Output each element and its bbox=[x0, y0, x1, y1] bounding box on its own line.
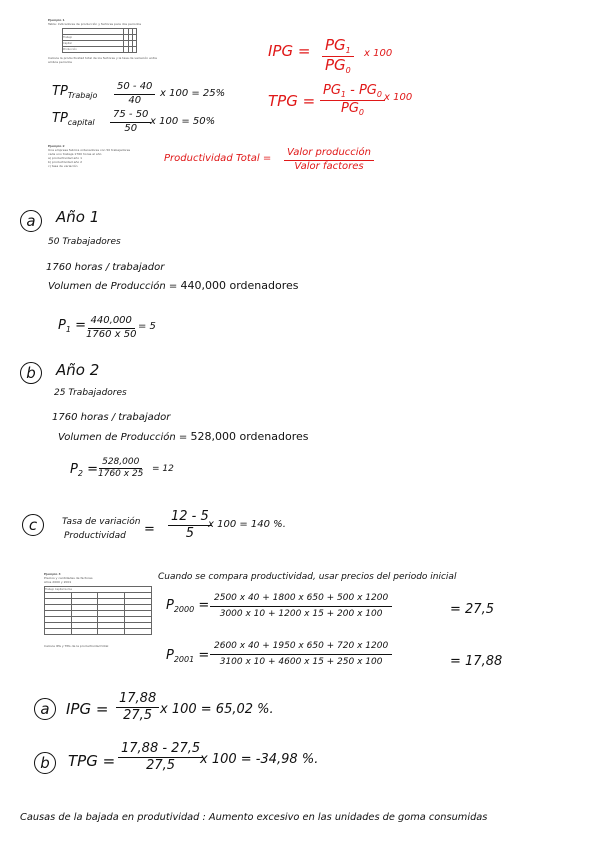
reference-line: a) productividad año 1 bbox=[48, 156, 82, 160]
p2000-numerator: 2500 x 40 + 1800 x 650 + 500 x 1200 bbox=[210, 594, 392, 607]
tpg-formula-denominator: $PG_0$ bbox=[340, 101, 364, 118]
variation-denominator: 5 bbox=[185, 525, 195, 541]
reference-heading: Ejemplo 2 bbox=[48, 144, 65, 148]
tpg-calc-numerator: 17,88 - 27,5 bbox=[118, 742, 203, 758]
reference-line: Precios y cantidades de factores bbox=[44, 576, 93, 580]
tp-labor-fraction bbox=[114, 82, 155, 106]
p2001-numerator: 2600 x 40 + 1950 x 650 + 720 x 1200 bbox=[210, 642, 392, 655]
year1-p-denominator: 1760 x 50 bbox=[86, 328, 137, 340]
tpg-formula-tail: x 100 bbox=[384, 92, 413, 103]
tpg-calc-fraction bbox=[118, 742, 203, 772]
tp-capital-numerator: 75 - 50 bbox=[110, 110, 151, 123]
variation-fraction bbox=[168, 510, 212, 540]
ipg-formula-tail: x 100 bbox=[364, 48, 393, 59]
year1-p-label: $P_1$ = bbox=[58, 318, 86, 334]
year1-volume-value: 440,000 ordenadores bbox=[180, 279, 299, 292]
p2001-label: $P_{2001}$ = bbox=[166, 648, 210, 664]
ipg-calc-result: x 100 = 65,02 %. bbox=[160, 702, 274, 717]
tpg-badge: b bbox=[34, 752, 56, 774]
productivity-total-numerator: Valor producción bbox=[284, 148, 374, 161]
reference-example-2 bbox=[48, 144, 148, 180]
ipg-formula-fraction bbox=[322, 38, 354, 76]
reference-line: cada uno trabaja 1760 horas al año bbox=[48, 152, 102, 156]
reference-line: Años 2000 y 2001 bbox=[44, 580, 72, 584]
year2-workers: 25 Trabajadores bbox=[54, 388, 127, 398]
reference-note: Calcule la productividad total de los factores y la tasa de variación entre ambos periodos bbox=[48, 56, 158, 64]
part-b-badge: b bbox=[20, 362, 42, 384]
reference-line: b) productividad año 2 bbox=[48, 160, 83, 164]
reference-heading: Ejemplo 3 bbox=[44, 572, 61, 576]
reference-row: Capital bbox=[63, 41, 124, 47]
reference-heading: Ejemplo 1 bbox=[48, 18, 65, 22]
tpg-calc-denominator: 27,5 bbox=[146, 757, 176, 773]
variation-label-line2: Productividad bbox=[64, 531, 126, 541]
year2-p-result: = 12 bbox=[152, 464, 174, 474]
tpg-calc-lhs: TPG = bbox=[68, 752, 116, 770]
ipg-calc-denominator: 27,5 bbox=[123, 707, 153, 723]
tpg-formula-lhs: TPG = bbox=[268, 92, 316, 110]
p2000-label: $P_{2000}$ = bbox=[166, 598, 210, 614]
tpg-formula-fraction bbox=[320, 84, 385, 118]
ipg-formula-lhs: IPG = bbox=[268, 42, 311, 60]
productivity-total-lhs: Productividad Total = bbox=[164, 153, 272, 164]
year1-hours: 1760 horas / trabajador bbox=[46, 262, 165, 273]
reference-table bbox=[44, 586, 152, 635]
p2001-fraction bbox=[210, 642, 392, 668]
ipg-calc-fraction bbox=[116, 692, 159, 722]
reference-table bbox=[62, 28, 137, 53]
variation-result: x 100 = 140 %. bbox=[208, 519, 286, 530]
tp-capital-denominator: 50 bbox=[124, 122, 138, 134]
year2-p-label: $P_2$ = bbox=[70, 462, 98, 478]
tp-capital-fraction bbox=[110, 110, 151, 134]
reference-line: Una empresa fabrica ordenadores con 50 trabajadores bbox=[48, 148, 131, 152]
reference-line: c) tasa de variación bbox=[48, 164, 78, 168]
part-c-badge: c bbox=[22, 514, 44, 536]
variation-label-line1: Tasa de variación bbox=[62, 517, 141, 527]
tp-labor-numerator: 50 - 40 bbox=[114, 82, 155, 95]
p2000-result: = 27,5 bbox=[450, 602, 494, 617]
year1-volume-label: Volumen de Producción = bbox=[48, 281, 178, 292]
ipg-calc-numerator: 17,88 bbox=[116, 692, 159, 708]
p2000-denominator: 3000 x 10 + 1200 x 15 + 200 x 100 bbox=[219, 609, 383, 620]
year2-volume-label: Volumen de Producción = bbox=[58, 432, 188, 443]
productivity-total-fraction bbox=[284, 148, 374, 172]
tpg-formula-numerator: $PG_1 - PG_0$ bbox=[320, 84, 385, 101]
year2-p-fraction bbox=[98, 458, 143, 480]
tp-capital-label: $TP_{capital}$ bbox=[52, 111, 95, 127]
ipg-badge: a bbox=[34, 698, 56, 720]
reference-row: Producción bbox=[63, 47, 124, 53]
year2-title: Año 2 bbox=[56, 361, 100, 379]
reference-example-1 bbox=[48, 18, 158, 68]
year2-p-numerator: 528,000 bbox=[99, 458, 142, 469]
year2-p-denominator: 1760 x 25 bbox=[98, 469, 144, 480]
reference-example-3 bbox=[44, 572, 154, 652]
ipg-formula-numerator: $PG_1$ bbox=[322, 38, 354, 57]
year1-p-fraction bbox=[86, 316, 136, 340]
reference-row: Trabajo bbox=[63, 35, 124, 41]
productivity-total-denominator: Valor factores bbox=[294, 160, 364, 172]
year2-hours: 1760 horas / trabajador bbox=[52, 412, 171, 423]
tp-labor-result: x 100 = 25% bbox=[160, 88, 226, 99]
variation-numerator: 12 - 5 bbox=[168, 510, 212, 526]
year2-volume bbox=[58, 430, 309, 443]
tp-capital-result: x 100 = 50% bbox=[150, 116, 216, 127]
reference-text: Tabla: Indicadores de producción y factores para dos periodos bbox=[48, 22, 142, 26]
ipg-formula-denominator: $PG_0$ bbox=[325, 56, 351, 76]
year1-workers: 50 Trabajadores bbox=[48, 237, 121, 247]
part-a-badge: a bbox=[20, 210, 42, 232]
year1-p-numerator: 440,000 bbox=[88, 316, 135, 329]
year2-volume-value: 528,000 ordenadores bbox=[190, 430, 309, 443]
tpg-calc-result: x 100 = -34,98 %. bbox=[200, 752, 319, 767]
prices-note: Cuando se compara productividad, usar precios del periodo inicial bbox=[158, 572, 457, 582]
year1-p-result: = 5 bbox=[138, 321, 156, 332]
ipg-calc-lhs: IPG = bbox=[66, 700, 109, 718]
tp-labor-denominator: 40 bbox=[128, 94, 142, 106]
tp-labor-label: $TP_{Trabajo}$ bbox=[52, 84, 98, 100]
p2001-denominator: 3100 x 10 + 4600 x 15 + 250 x 100 bbox=[219, 657, 383, 668]
p2001-result: = 17,88 bbox=[450, 654, 503, 669]
reference-footer: Calcule IPG y TPG de la productividad total bbox=[44, 644, 109, 648]
year1-volume bbox=[48, 279, 299, 292]
year1-title: Año 1 bbox=[56, 208, 100, 226]
variation-equals: = bbox=[144, 522, 155, 537]
causes-note: Causas de la bajada en produtividad : Aumento excesivo en las unidades de goma consumidas bbox=[20, 812, 488, 823]
reference-cell: Trabajo Capital Goma bbox=[45, 587, 152, 593]
p2000-fraction bbox=[210, 594, 392, 620]
